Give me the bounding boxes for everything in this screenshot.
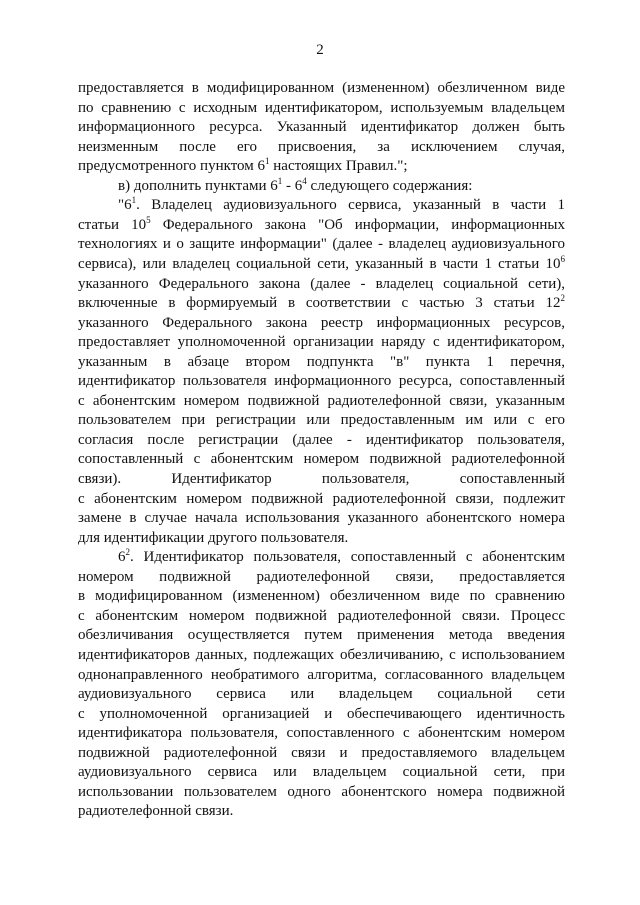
superscript: 1 xyxy=(131,195,137,206)
superscript: 1 xyxy=(265,156,270,167)
text-line xyxy=(78,723,565,743)
text-line xyxy=(78,215,565,235)
text-line xyxy=(78,332,565,352)
text-line xyxy=(78,665,565,685)
text-segment: с абонентским номером подвижной радиотелефонной связи, подлежит xyxy=(78,490,565,507)
text-segment: для идентификации другого пользователя. xyxy=(78,529,349,546)
text-segment: пользователем при регистрации или предоставленным им или с его xyxy=(78,412,565,429)
text-line xyxy=(78,762,565,782)
text-line xyxy=(78,391,565,411)
text-segment: неизменным после его присвоения, за исключением случая, xyxy=(78,138,565,155)
text-line xyxy=(78,156,565,176)
text-line xyxy=(78,586,565,606)
text-line xyxy=(78,645,565,665)
text-line xyxy=(78,352,565,372)
text-line xyxy=(78,567,565,587)
text-line xyxy=(118,176,565,196)
text-line xyxy=(78,98,565,118)
text-line xyxy=(78,313,565,333)
text-segment: предоставляется в модифицированном (измененном) обезличенном виде xyxy=(78,80,565,96)
text-segment: аудиовизуального сервиса или владельцем социальной сети, при xyxy=(78,764,565,781)
text-segment: предусмотренного пунктом 6 xyxy=(78,158,266,175)
superscript: 4 xyxy=(302,175,307,186)
text-segment: использовании пользователем одного абонентского номера подвижной xyxy=(78,783,565,800)
text-line xyxy=(78,704,565,724)
text-segment: сопоставленный с абонентским номером подвижной радиотелефонной xyxy=(78,451,565,468)
superscript: 6 xyxy=(560,253,565,264)
text-segment: идентификатора пользователя, сопоставленного с абонентским номером xyxy=(78,725,565,742)
text-line xyxy=(78,782,565,802)
text-segment: . Идентификатор пользователя, сопоставленный с абонентским xyxy=(130,549,565,566)
text-line xyxy=(78,801,565,821)
text-line xyxy=(78,371,565,391)
text-segment: с уполномоченной организацией и обеспечивающего идентичность xyxy=(78,705,565,722)
text-line xyxy=(78,528,565,548)
superscript: 2 xyxy=(125,547,130,558)
text-line xyxy=(78,410,565,430)
superscript: 1 xyxy=(277,175,283,186)
text-line xyxy=(78,293,565,313)
text-segment: указанного Федерального закона (далее - владелец социальной сети), xyxy=(78,275,565,292)
text-segment: по сравнению с исходным идентификатором, используемым владельцем xyxy=(78,99,565,116)
text-line xyxy=(78,430,565,450)
text-segment: связи). Идентификатор пользователя, сопоставленный xyxy=(78,471,565,487)
text-segment: информационного ресурса. Указанный идентификатор должен быть xyxy=(78,119,565,136)
text-line xyxy=(78,234,565,254)
text-segment: включенные в формируемый в соответствии с частью 3 статьи 12 xyxy=(78,295,561,312)
text-line xyxy=(118,547,565,567)
text-segment: указанным в абзаце втором подпункта "в" пункта 1 перечня, xyxy=(78,353,565,370)
text-segment: технологиях и о защите информации" (далее - владелец аудиовизуального xyxy=(78,236,565,253)
text-segment: - 6 xyxy=(282,177,303,194)
text-segment: указанного Федерального закона реестр информационных ресурсов, xyxy=(78,314,565,331)
text-line xyxy=(78,606,565,626)
text-segment: "6 xyxy=(118,197,132,214)
text-segment: Федерального закона "Об информации, информационных xyxy=(150,216,565,233)
text-line xyxy=(78,625,565,645)
text-segment: номером подвижной радиотелефонной связи, предоставляется xyxy=(78,568,565,585)
text-segment: в модифицированном (измененном) обезличенном виде по сравнению xyxy=(78,588,565,605)
text-line xyxy=(78,117,565,137)
text-segment: . Владелец аудиовизуального сервиса, указанный в части 1 xyxy=(136,197,565,214)
text-segment: предоставляет уполномоченной организации наряду с идентификатором, xyxy=(78,334,565,351)
text-segment: следующего содержания: xyxy=(306,177,473,194)
text-segment: подвижной радиотелефонной связи и предоставляемого владельцем xyxy=(78,744,565,761)
text-line xyxy=(78,449,565,469)
text-segment: идентификаторов данных, подлежащих обезличиванию, с использованием xyxy=(78,646,565,663)
text-line xyxy=(78,743,565,763)
text-segment: в) дополнить пунктами 6 xyxy=(118,177,278,194)
text-segment: сервиса), или владелец социальной сети, указанный в части 1 статьи 10 xyxy=(78,255,561,272)
text-segment: настоящих Правил."; xyxy=(269,158,408,175)
text-segment: однонаправленного необратимого алгоритма, согласованного владельцем xyxy=(78,666,565,683)
text-segment: идентификатор пользователя информационного ресурса, сопоставленный xyxy=(78,373,565,390)
page-number: 2 xyxy=(316,42,324,58)
superscript: 5 xyxy=(146,214,151,225)
text-segment: с абонентским номером подвижной радиотелефонной связи, указанным xyxy=(78,392,565,409)
superscript: 2 xyxy=(560,293,565,304)
text-line xyxy=(78,469,565,489)
text-line xyxy=(78,684,565,704)
text-segment: согласия после регистрации (далее - идентификатор пользователя, xyxy=(78,431,565,448)
text-line xyxy=(78,137,565,157)
text-line xyxy=(118,195,565,215)
text-line xyxy=(78,274,565,294)
text-line xyxy=(78,508,565,528)
text-segment: обезличивания осуществляется путем применения метода введения xyxy=(78,627,565,644)
text-segment: замене в случае начала использования указанного абонентского номера xyxy=(78,510,565,527)
text-line xyxy=(78,489,565,509)
text-segment: радиотелефонной связи. xyxy=(78,803,234,820)
text-segment: с абонентским номером подвижной радиотелефонной связи. Процесс xyxy=(78,607,565,624)
text-segment: статьи 10 xyxy=(78,216,147,233)
text-segment: 6 xyxy=(118,549,126,566)
text-line xyxy=(78,78,565,98)
text-line xyxy=(78,254,565,274)
text-segment: аудиовизуального сервиса или владельцем социальной сети xyxy=(78,686,565,703)
